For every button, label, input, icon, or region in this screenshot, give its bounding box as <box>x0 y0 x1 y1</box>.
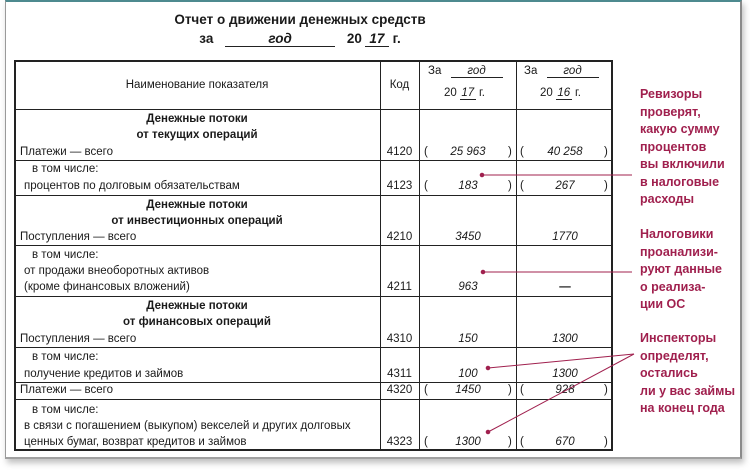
row-code: 4320 <box>386 384 413 396</box>
row-label-cont: (кроме финансовых вложений) <box>24 281 190 293</box>
section-subtitle: от текущих операций <box>136 129 258 141</box>
row-value-2016: 670 <box>555 436 575 448</box>
row-code: 4323 <box>386 436 413 448</box>
section-title: Денежные потоки <box>146 300 248 312</box>
row-value-2017: 1300 <box>455 436 481 448</box>
row-label: Платежи — всего <box>20 384 113 396</box>
header-period2: За год <box>524 65 599 78</box>
row-code: 4120 <box>386 146 413 158</box>
section-title: Денежные потоки <box>146 113 248 125</box>
row-value-2016: 40 258 <box>547 146 583 158</box>
row-value-2017: 183 <box>458 180 478 192</box>
row-sublabel: в том числе: <box>32 351 99 363</box>
year-field: 17 <box>365 31 389 47</box>
header-year1: 20 17 г. <box>444 87 485 99</box>
row-code: 4210 <box>386 231 413 243</box>
row-value-2016: 928 <box>555 384 575 396</box>
row-value-2017: 25 963 <box>450 146 486 158</box>
period-field: год <box>225 31 335 47</box>
row-value-2017: 150 <box>458 333 478 345</box>
row-label: получение кредитов и займов <box>24 368 184 380</box>
report-period: за год 20 17 г. <box>199 31 401 46</box>
row-code: 4211 <box>387 281 412 293</box>
row-code: 4311 <box>387 368 412 380</box>
note-inspectors: Инспекторы определят, остались ли у вас займы на конец года <box>640 331 736 415</box>
header-year2: 20 16 г. <box>540 87 581 99</box>
row-label: процентов по долговым обязательствам <box>24 180 240 192</box>
section-subtitle: от инвестиционных операций <box>111 215 283 227</box>
row-sublabel: в том числе: <box>32 163 99 175</box>
row-sublabel: в том числе: <box>32 404 99 416</box>
row-label-cont: ценных бумаг, возврат кредитов и займов <box>24 436 247 448</box>
row-label: Поступления — всего <box>20 333 137 345</box>
row-value-2016: 1300 <box>552 368 578 380</box>
section-title: Денежные потоки <box>146 199 248 211</box>
report-title: Отчет о движении денежных средств <box>174 12 426 27</box>
row-sublabel: в том числе: <box>32 249 99 261</box>
row-code: 4310 <box>386 333 413 345</box>
row-label: Платежи — всего <box>20 146 113 158</box>
row-label: Поступления — всего <box>20 231 137 243</box>
row-value-2017: 1450 <box>455 384 481 396</box>
row-value-2016: 267 <box>555 180 575 192</box>
row-value-2016: — <box>559 281 571 293</box>
header-name: Наименование показателя <box>125 79 269 91</box>
row-label: от продажи внеоборотных активов <box>24 265 210 277</box>
section-subtitle: от финансовых операций <box>123 316 271 328</box>
row-code: 4123 <box>386 180 413 192</box>
header-period1: За год <box>428 65 503 78</box>
row-value-2016: 1770 <box>552 231 578 243</box>
note-tax-officers: Налоговики проанализи- руют данные о реализа- ции ОС <box>640 227 722 311</box>
row-value-2017: 963 <box>458 281 478 293</box>
note-auditors: Ревизоры проверят, какую сумму процентов вы включили в налоговые расходы <box>640 87 725 206</box>
row-label: в связи с погашением (выкупом) векселей и других долговых <box>24 420 351 432</box>
row-value-2017: 100 <box>458 368 478 380</box>
header-code: Код <box>389 79 410 91</box>
row-value-2016: 1300 <box>552 333 578 345</box>
row-value-2017: 3450 <box>455 231 481 243</box>
